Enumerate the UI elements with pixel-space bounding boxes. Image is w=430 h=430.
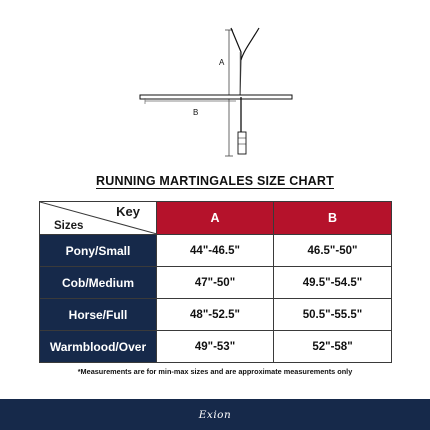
key-label: Key	[116, 204, 140, 219]
cell-b: 46.5"-50"	[274, 235, 392, 267]
row-header-size: Pony/Small	[40, 235, 157, 267]
cell-a: 48"-52.5"	[157, 299, 274, 331]
table-row	[40, 267, 392, 299]
martingale-diagram	[0, 0, 430, 165]
neck-strap	[140, 95, 292, 99]
label-b: B	[193, 108, 199, 117]
table-row	[40, 331, 392, 363]
cell-a: 44"-46.5"	[157, 235, 274, 267]
cell-b: 49.5"-54.5"	[274, 267, 392, 299]
strap-right	[241, 28, 259, 60]
measurement-footnote: *Measurements are for min-max sizes and are approximate measurements only	[77, 367, 353, 376]
martingale-illustration	[0, 0, 430, 165]
table-row	[40, 235, 392, 267]
chart-title-text: RUNNING MARTINGALES SIZE CHART	[96, 174, 334, 188]
brand-logo: Exion	[198, 408, 232, 421]
cell-b: 50.5"-55.5"	[274, 299, 392, 331]
column-header-b: B	[274, 202, 392, 235]
label-a: A	[219, 58, 225, 67]
sizes-label: Sizes	[54, 220, 84, 232]
table-corner-cell	[40, 202, 157, 235]
size-table	[39, 201, 392, 363]
footer-bar	[0, 399, 430, 430]
cell-a: 49"-53"	[157, 331, 274, 363]
table-row	[40, 299, 392, 331]
table-header-row	[40, 202, 392, 235]
row-header-size: Warmblood/Over	[40, 331, 157, 363]
cell-b: 52"-58"	[274, 331, 392, 363]
row-header-size: Cob/Medium	[40, 267, 157, 299]
column-header-a: A	[157, 202, 274, 235]
strap-left	[231, 28, 241, 98]
chart-title	[0, 174, 430, 188]
cell-a: 47"-50"	[157, 267, 274, 299]
girth-loop	[238, 132, 246, 154]
row-header-size: Horse/Full	[40, 299, 157, 331]
